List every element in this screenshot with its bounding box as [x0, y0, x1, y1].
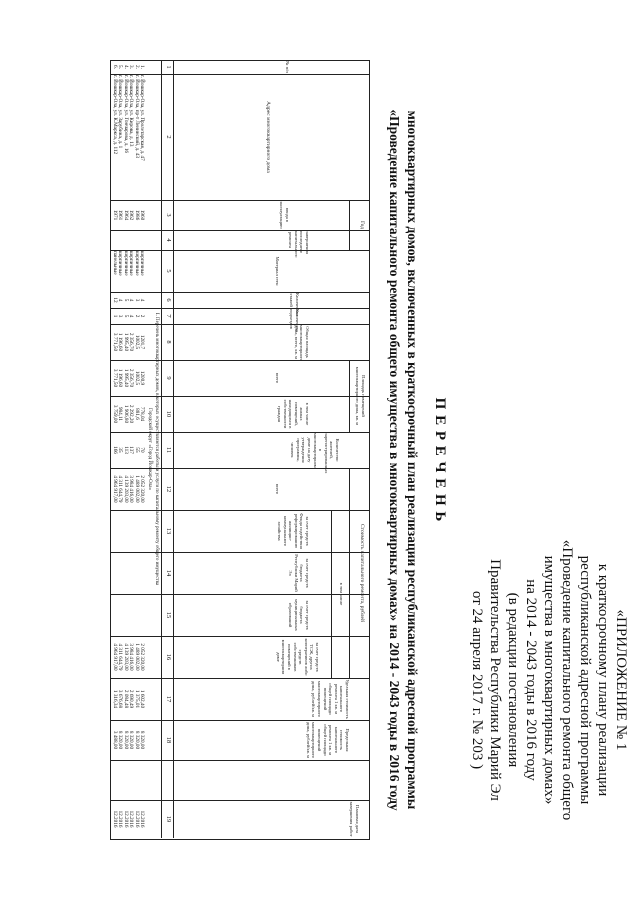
header-residents: Количество жителей, зарегистрированных в многоквартирном доме на дату утверждения программы, человек — [290, 433, 340, 474]
subtitle-line-2: «Проведение капитального ремонта общего имущества в многоквартирных домах» на 2014 - 2043 годы в 2016 году — [387, 109, 402, 811]
appendix-line: республиканской адресной программы — [577, 555, 593, 805]
header-address: Адрес многоквартирного дома — [265, 101, 271, 173]
header-area-total: всего — [275, 372, 280, 384]
col-number: 13 — [165, 527, 172, 535]
table-row — [134, 60, 140, 838]
row-wall: кирпичные — [133, 251, 140, 276]
row-residents: 35 — [117, 447, 124, 453]
col-number: 3 — [165, 213, 172, 217]
row-year-built: 1986 — [133, 209, 140, 221]
row-deadline: 12.2016 — [133, 810, 140, 828]
header-cost-total: всего — [275, 483, 280, 495]
header-deadline: Плановая дата завершения работ — [349, 801, 360, 837]
row-num: 3. — [128, 65, 135, 69]
row-residents: 113 — [122, 446, 129, 454]
row-area-total: 1002,5 — [133, 370, 140, 386]
row-unit-cost: 2 690,49 — [128, 689, 135, 709]
row-num: 6. — [112, 65, 118, 69]
row-cost-own: 3 984 416,00 — [128, 643, 135, 671]
row-area-resid: 984,11 — [117, 406, 124, 422]
row-area-resid: 2 292,20 — [128, 404, 135, 424]
header-incl: в том числе — [339, 582, 344, 606]
row-year-built: 1971 — [112, 209, 118, 221]
grid-line — [161, 60, 162, 838]
row-cost-total: 3 984 416,00 — [128, 475, 135, 503]
header-own: за счет средств ТСЖ, других кооперативов либо средств собственников помещений в многоквартирном доме — [275, 638, 320, 676]
col-number: 14 — [165, 569, 172, 577]
appendix-line: Правительства Республики Марий Эл — [487, 559, 503, 801]
col-number: 5 — [165, 269, 172, 273]
row-year-built: 1960 — [139, 209, 145, 221]
row-residents: 55 — [133, 447, 140, 453]
row-area-resid: 778,04 — [139, 406, 145, 422]
row-entrances: 2 — [139, 314, 145, 318]
row-floors: 4 — [128, 298, 135, 302]
row-address: г. Йошкар-Ола, ул. Гончарова, д. 16 — [122, 75, 129, 154]
col-number: 16 — [165, 653, 172, 661]
col-number: 8 — [165, 340, 172, 344]
row-area-total: 2 356,70 — [128, 368, 135, 388]
row-max-cost: 8 320,00 — [122, 730, 129, 750]
col-number: 17 — [165, 695, 172, 703]
appendix-line: (в редакции постановления — [505, 592, 521, 768]
header-mun: за счет средств бюджета муниципальных образований — [288, 599, 310, 631]
row-address: г. Йошкар-Ола, пр-т Ленинский, д. 43 — [133, 75, 140, 158]
row-max-cost: 8 320,00 — [117, 730, 124, 750]
row-residents: 70 — [139, 447, 145, 453]
row-max-cost: 8 320,00 — [133, 730, 140, 750]
table-row — [123, 60, 129, 838]
row-max-cost: 3 488,00 — [112, 730, 118, 750]
row-area-resid: 881,6 — [133, 408, 140, 420]
header-cost-group: Стоимость капитального ремонта, рублей — [359, 524, 365, 622]
header-floors: Количество этажей — [289, 293, 300, 316]
row-total-area: 1002,5 — [133, 334, 140, 350]
grid-line — [349, 360, 350, 432]
row-wall: панельные — [112, 251, 118, 275]
row-max-cost: 8 320,00 — [139, 730, 145, 750]
row-area-resid: 3 759,00 — [112, 404, 118, 424]
row-unit-cost: 3 676,68 — [117, 689, 124, 709]
row-entrances: 3 — [117, 314, 124, 318]
row-total-area: 1201,7 — [139, 334, 145, 350]
header-area-resid: в том числе жилых помещений, находящихся в собственности граждан — [277, 399, 310, 429]
row-deadline: 12.2016 — [122, 810, 129, 828]
row-deadline: 12.2016 — [112, 810, 118, 828]
header-total-area: Общая площадь многоквартирного дома, всего, кв. м — [293, 325, 310, 361]
row-num: 2. — [133, 65, 140, 69]
row-entrances: 1 — [112, 314, 118, 318]
row-area-total: 1200,9 — [139, 370, 145, 386]
row-year-built: 1962 — [128, 209, 135, 221]
row-cost-total: 4 964 917,00 — [112, 475, 118, 503]
row-num: 1. — [139, 65, 145, 69]
row-entrances: 2 — [133, 314, 140, 318]
col-number: 9 — [165, 376, 172, 380]
row-address: г. Йошкар-Ола, ул. Зарубина, д. 1 — [117, 75, 124, 149]
row-cost-own: 4 139 203,00 — [122, 643, 129, 671]
row-address: г. Йошкар-Ола, ул. Кирова, д. 13 — [128, 75, 135, 147]
row-cost-total: 4 311 644,79 — [117, 475, 124, 503]
col-number: 7 — [165, 314, 172, 318]
row-num: 5. — [117, 65, 124, 69]
row-cost-total: 4 139 203,00 — [122, 475, 129, 503]
col-number: 4 — [165, 238, 172, 242]
row-max-cost: 8 320,00 — [128, 730, 135, 750]
row-unit-cost: 1 316,34 — [112, 689, 118, 709]
row-deadline: 12.2016 — [117, 810, 124, 828]
col-number: 12 — [165, 485, 172, 493]
header-unit-cost: Удельная стоимость капитального ремонта 1 кв. м общей площади помещений многоквартирного дома, рублей/кв. м — [311, 679, 350, 719]
row-unit-cost: 1 602,40 — [139, 689, 145, 709]
row-cost-own: 2 052 320,00 — [139, 643, 145, 671]
row-total-area: 1 995,40 — [122, 332, 129, 352]
header-year-built: ввода в эксплуатацию — [279, 201, 290, 229]
row-total-area: 1 196,60 — [117, 332, 124, 352]
col-number: 15 — [165, 611, 172, 619]
houses-table — [110, 60, 370, 840]
header-max-cost: Предельная стоимость капитального ремонта 1 кв. м общей площади помещений многоквартирного дома, рублей/кв. м — [305, 721, 350, 759]
col-number: 1 — [165, 65, 172, 69]
table-row — [128, 60, 134, 838]
row-residents: 166 — [112, 446, 118, 454]
appendix-line: «ПРИЛОЖЕНИЕ № 1 — [613, 609, 629, 751]
row-floors: 3 — [133, 298, 140, 302]
col-number: 11 — [165, 446, 172, 454]
header-year-last: завершения последнего капитального ремонта — [288, 231, 310, 258]
row-num: 4. — [122, 65, 129, 69]
row-cost-total: 2 052 320,00 — [139, 475, 145, 503]
table-row — [112, 60, 118, 838]
grid-line — [331, 510, 332, 678]
row-year-built: 1961 — [117, 209, 124, 221]
col-number: 18 — [165, 736, 172, 744]
row-cost-own: 4 964 917,00 — [112, 643, 118, 671]
header-rep: за счет средств бюджета Республики Марий Эл — [288, 554, 310, 592]
row-cost-own: 4 311 644,79 — [117, 643, 124, 671]
row-floors: 12 — [112, 297, 118, 303]
row-entrances: 4 — [128, 314, 135, 318]
table-row — [139, 60, 145, 838]
row-total-area: 2 356,70 — [128, 332, 135, 352]
row-cost-total: 1 489 002,00 — [133, 475, 140, 503]
col-number: 19 — [165, 815, 172, 823]
header-area-group: Площадь помещений многоквартирного дома, кв. м — [355, 366, 366, 426]
row-area-total: 1 995,40 — [122, 368, 129, 388]
table-row — [117, 60, 123, 838]
row-area-resid: 1 906,80 — [122, 404, 129, 424]
row-unit-cost: 1 375,01 — [133, 689, 140, 709]
page-title: П Е Р Е Ч Е Н Ь — [432, 397, 448, 523]
col-number: 6 — [165, 298, 172, 302]
row-wall: кирпичные — [122, 251, 129, 276]
appendix-line: на 2014 - 2043 годы в 2016 году — [523, 579, 539, 781]
row-wall: кирпичные — [139, 251, 145, 276]
row-address: г. Йошкар-Ола, ул. Пролетарская, д. 47 — [139, 75, 145, 161]
appendix-line: имущества в многоквартирных домах» — [541, 555, 557, 805]
row-total-area: 3 771,50 — [112, 332, 118, 352]
subtitle-line-1: многоквартирных домов, включенных в краткосрочный план реализации республиканской адресной программы — [405, 110, 420, 810]
row-deadline: 12.2016 — [139, 810, 145, 828]
header-entrances: Количество подъездов — [289, 309, 300, 332]
appendix-line: от 24 апреля 2017 г. № 203 ) — [469, 590, 485, 770]
row-deadline: 12.2016 — [128, 810, 135, 828]
row-area-total: 1 196,60 — [117, 368, 124, 388]
col-number: 10 — [165, 410, 172, 418]
district-title: Городской округ «Город Йошкар-Ола» — [147, 408, 152, 490]
row-floors: 5 — [122, 298, 129, 302]
row-wall: кирпичные — [117, 251, 124, 276]
row-entrances: 5 — [122, 314, 129, 318]
appendix-line: «Проведение капитального ремонта общего — [559, 539, 575, 821]
row-unit-cost: 2 084,48 — [122, 689, 129, 709]
row-residents: 137 — [128, 446, 135, 454]
row-floors: 4 — [139, 298, 145, 302]
section-title: I. Перечень многоквартирных домов, в которых осуществляются работы и услуги по капитальному ремонту общего имущества — [154, 312, 159, 586]
header-fund: за счет средств Фонда содействия реформированию жилищно-коммунального хозяйства — [277, 513, 310, 549]
row-area-total: 3 771,50 — [112, 368, 118, 388]
grid-line — [173, 60, 174, 838]
grid-line — [349, 200, 350, 250]
header-year: Год — [359, 220, 365, 230]
header-wall: Материал стен — [275, 256, 280, 286]
row-floors: 4 — [117, 298, 124, 302]
appendix-line: к краткосрочному плану реализации — [595, 563, 611, 797]
row-wall: кирпичные — [128, 251, 135, 276]
row-cost-own: 1 489 002,00 — [133, 643, 140, 671]
row-address: г. Йошкар-Ола, ул. К.Маркса, д. 112 — [112, 75, 118, 155]
col-number: 2 — [165, 135, 172, 139]
row-year-built: 1964 — [122, 209, 129, 221]
header-num: № п/п — [285, 61, 290, 73]
grid-line — [349, 468, 350, 678]
